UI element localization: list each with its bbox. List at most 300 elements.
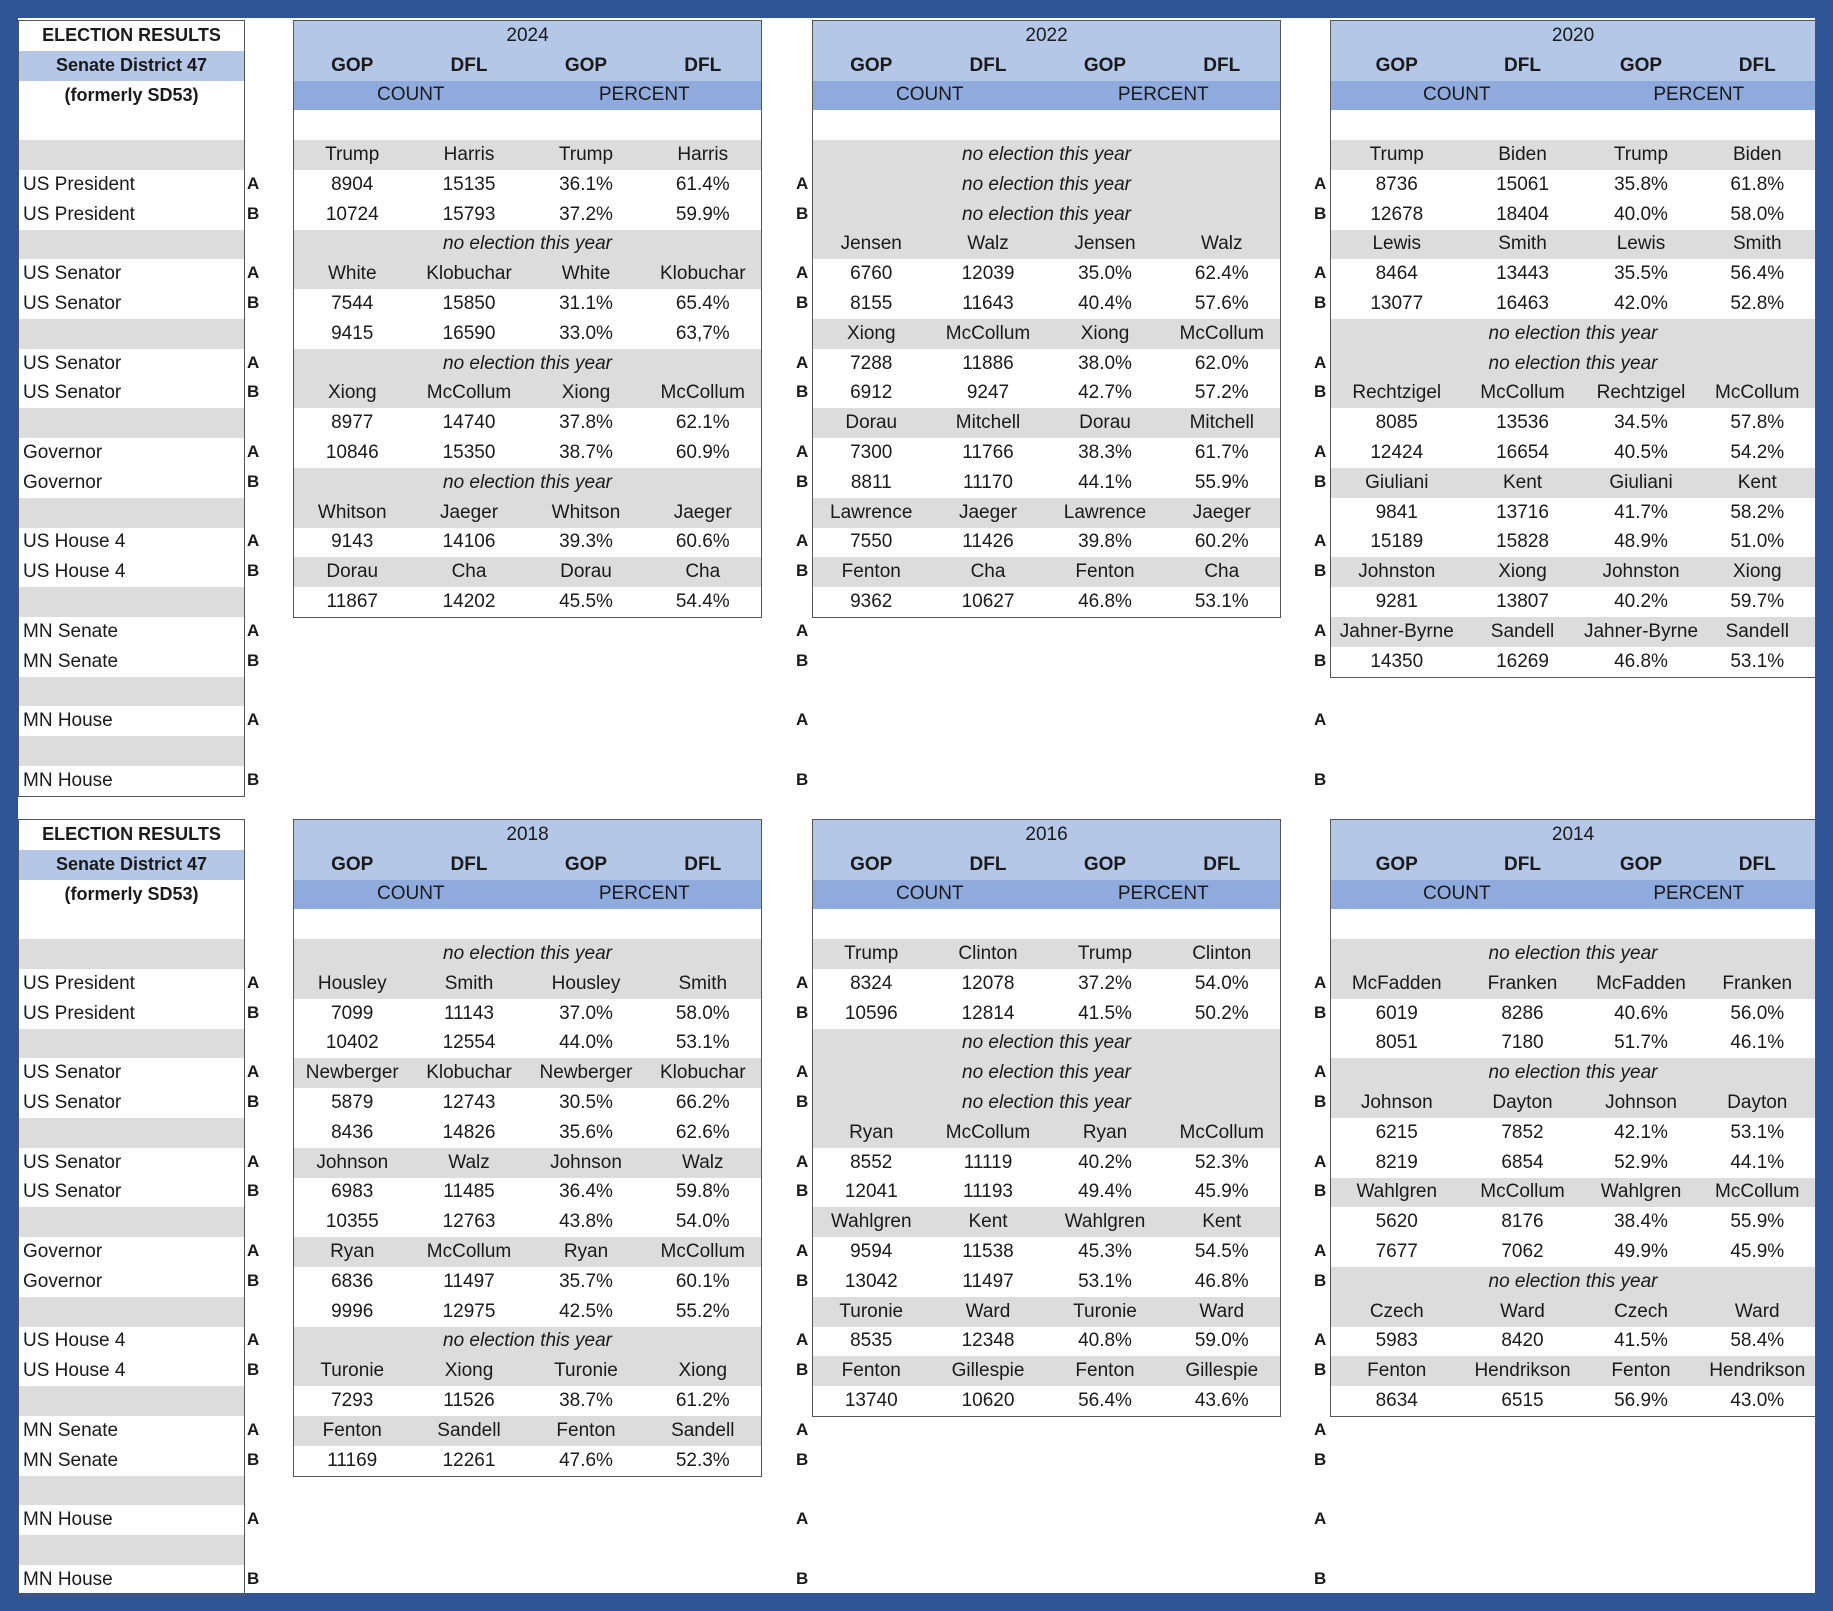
vote-count: 7288 — [850, 352, 893, 374]
race-label: Governor — [23, 1270, 103, 1292]
candidate-name: Mitchell — [1164, 408, 1281, 438]
precinct-side-b: B — [796, 1092, 809, 1112]
count-header: COUNT — [294, 880, 528, 910]
candidate-name: Whitson — [528, 498, 645, 528]
vote-percent: 54.0% — [675, 1211, 730, 1233]
vote-count: 11119 — [963, 1151, 1013, 1173]
vote-count: 10355 — [325, 1211, 379, 1233]
vote-count: 9247 — [966, 382, 1010, 404]
dfl-header: DFL — [645, 51, 762, 81]
candidate-name: McFadden — [1583, 969, 1700, 999]
vote-count: 10627 — [961, 591, 1015, 613]
vote-percent: 41.5% — [1614, 1330, 1668, 1352]
candidate-name: Cha — [930, 557, 1047, 587]
vote-count: 15793 — [442, 203, 496, 225]
candidate-name: Cha — [645, 557, 762, 587]
vote-percent: 62.6% — [675, 1121, 730, 1143]
candidate-name: Johnston — [1583, 557, 1700, 587]
precinct-side-b: B — [796, 650, 809, 670]
candidate-name: Sandell — [411, 1416, 528, 1446]
results-block-2022 — [812, 20, 1281, 618]
vote-count: 8552 — [850, 1151, 893, 1173]
race-label: Governor — [23, 1241, 103, 1263]
percent-header: PERCENT — [1583, 880, 1816, 910]
candidate-name: Xiong — [1463, 557, 1583, 587]
spacer — [813, 909, 1281, 939]
gop-header: GOP — [1583, 850, 1700, 880]
vote-percent: 43.0% — [1730, 1390, 1785, 1412]
vote-count: 12763 — [442, 1211, 496, 1233]
precinct-side-a: A — [796, 263, 809, 283]
vote-percent: 57.2% — [1194, 382, 1249, 404]
precinct-side-b: B — [796, 1568, 809, 1588]
precinct-side-b: B — [1314, 650, 1327, 670]
vote-count: 7544 — [331, 293, 374, 315]
race-label: US House 4 — [23, 561, 126, 583]
race-label: MN House — [23, 769, 113, 791]
no-election-note: no election this year — [1331, 349, 1816, 379]
vote-count: 11867 — [326, 591, 378, 613]
vote-count: 11426 — [962, 531, 1014, 553]
precinct-side-a: A — [796, 1509, 809, 1529]
candidate-name: Sandell — [1463, 617, 1583, 647]
gop-header: GOP — [1583, 51, 1700, 81]
vote-count: 12743 — [442, 1092, 496, 1114]
count-header: COUNT — [1331, 880, 1583, 910]
count-header: COUNT — [813, 81, 1047, 111]
vote-percent: 49.9% — [1614, 1241, 1668, 1263]
vote-count: 11497 — [443, 1270, 495, 1292]
candidate-name: Fenton — [528, 1416, 645, 1446]
vote-count: 7062 — [1501, 1241, 1544, 1263]
precinct-side-a: A — [1314, 1241, 1327, 1261]
vote-percent: 39.8% — [1078, 531, 1132, 553]
caption-spacer — [19, 1118, 245, 1148]
precinct-side-b: B — [247, 1360, 260, 1380]
no-election-note: no election this year — [294, 468, 762, 498]
spacer — [1331, 110, 1816, 140]
precinct-side-b: B — [1314, 471, 1327, 491]
vote-count: 12261 — [442, 1449, 496, 1471]
vote-percent: 35.7% — [559, 1270, 613, 1292]
candidate-name: Johnson — [1583, 1088, 1700, 1118]
race-label: US House 4 — [23, 531, 126, 553]
candidate-name: White — [528, 259, 645, 289]
results-block-2018 — [293, 819, 762, 1477]
spacer — [1311, 1296, 1330, 1326]
vote-count: 16654 — [1496, 442, 1549, 464]
vote-percent: 55.9% — [1194, 471, 1249, 493]
spacer — [1311, 109, 1330, 139]
candidate-name: Housley — [528, 969, 645, 999]
former-district: (formerly SD53) — [64, 84, 199, 105]
spacer — [793, 908, 812, 938]
vote-percent: 38.7% — [559, 1390, 613, 1412]
precinct-side-a: A — [1314, 1509, 1327, 1529]
race-label: MN House — [23, 1568, 113, 1590]
candidate-name: Lewis — [1583, 230, 1700, 260]
spacer — [793, 109, 812, 139]
vote-percent: 44.0% — [559, 1032, 613, 1054]
candidate-name: McFadden — [1331, 969, 1463, 999]
vote-count: 15850 — [442, 293, 496, 315]
no-election-note: no election this year — [813, 200, 1281, 230]
spacer — [1311, 586, 1330, 616]
candidate-name: Cha — [1164, 557, 1281, 587]
candidate-name: McCollum — [930, 1118, 1047, 1148]
spacer — [1311, 497, 1330, 527]
vote-count: 12975 — [442, 1300, 496, 1322]
spacer — [793, 849, 812, 879]
ab-column-0-0 — [244, 20, 263, 795]
race-label: MN Senate — [23, 1419, 119, 1441]
spacer — [1311, 407, 1330, 437]
race-label: US President — [23, 972, 135, 994]
race-label: US House 4 — [23, 1360, 126, 1382]
spacer — [793, 676, 812, 706]
vote-count: 6215 — [1375, 1121, 1418, 1143]
spacer — [244, 1534, 263, 1564]
spacer — [793, 819, 812, 849]
candidate-name: Gillespie — [1164, 1356, 1281, 1386]
vote-count: 16590 — [442, 322, 496, 344]
precinct-side-b: B — [796, 1181, 809, 1201]
precinct-side-b: B — [1314, 1270, 1327, 1290]
candidate-name: Kent — [1463, 468, 1583, 498]
vote-percent: 56.9% — [1614, 1390, 1668, 1412]
caption-spacer — [19, 498, 245, 528]
caption-spacer — [19, 408, 245, 438]
no-election-note: no election this year — [294, 939, 762, 969]
candidate-name: Wahlgren — [813, 1207, 930, 1237]
vote-percent: 61.2% — [675, 1390, 730, 1412]
spacer — [244, 879, 263, 909]
precinct-side-b: B — [247, 769, 260, 789]
spacer — [244, 1296, 263, 1326]
vote-percent: 45.9% — [1730, 1241, 1785, 1263]
caption-spacer — [19, 140, 245, 170]
race-label: MN House — [23, 1509, 113, 1531]
vote-percent: 60.9% — [675, 442, 730, 464]
no-election-note: no election this year — [294, 1327, 762, 1357]
vote-count: 12039 — [961, 263, 1015, 285]
vote-count: 8286 — [1501, 1002, 1544, 1024]
caption-spacer — [19, 1029, 245, 1059]
spacer — [793, 1385, 812, 1415]
precinct-side-a: A — [247, 1419, 260, 1439]
precinct-side-b: B — [247, 1181, 260, 1201]
year-header: 2018 — [294, 820, 762, 850]
precinct-side-b: B — [1314, 561, 1327, 581]
spacer — [244, 819, 263, 849]
candidate-name: Dorau — [294, 557, 411, 587]
candidate-name: Wahlgren — [1047, 1207, 1164, 1237]
vote-percent: 61.7% — [1194, 442, 1249, 464]
spacer — [1311, 879, 1330, 909]
vote-percent: 35.8% — [1614, 173, 1668, 195]
year-header: 2014 — [1331, 820, 1816, 850]
spacer — [793, 20, 812, 50]
vote-percent: 56.0% — [1730, 1002, 1785, 1024]
sheet-title: ELECTION RESULTS — [42, 824, 221, 845]
candidate-name: Kent — [1164, 1207, 1281, 1237]
candidate-name: McCollum — [1463, 379, 1583, 409]
spacer — [793, 1028, 812, 1058]
precinct-side-b: B — [796, 382, 809, 402]
vote-count: 7300 — [850, 442, 893, 464]
vote-count: 8324 — [850, 972, 893, 994]
vote-count: 13443 — [1496, 263, 1549, 285]
spacer — [244, 109, 263, 139]
dfl-header: DFL — [1700, 51, 1816, 81]
candidate-name: Jensen — [1047, 230, 1164, 260]
candidate-name: Lawrence — [1047, 498, 1164, 528]
candidate-name: Wahlgren — [1331, 1178, 1463, 1208]
candidate-name: Ryan — [528, 1237, 645, 1267]
vote-count: 15828 — [1496, 531, 1549, 553]
candidate-name: Franken — [1463, 969, 1583, 999]
precinct-side-a: A — [1314, 1151, 1327, 1171]
vote-percent: 37.2% — [1078, 972, 1132, 994]
candidate-name: Clinton — [930, 939, 1047, 969]
spacer — [1311, 908, 1330, 938]
race-label: US Senator — [23, 1181, 122, 1203]
vote-percent: 51.7% — [1614, 1032, 1668, 1054]
candidate-name: Ryan — [294, 1237, 411, 1267]
spacer — [244, 938, 263, 968]
vote-count: 11886 — [962, 352, 1014, 374]
spacer — [1311, 1385, 1330, 1415]
precinct-side-b: B — [247, 203, 260, 223]
vote-count: 8736 — [1375, 173, 1418, 195]
candidate-name: Jensen — [813, 230, 930, 260]
vote-count: 11143 — [443, 1002, 494, 1024]
district-name: Senate District 47 — [19, 850, 245, 880]
vote-percent: 37.2% — [559, 203, 613, 225]
candidate-name: Turonie — [1047, 1297, 1164, 1327]
percent-header: PERCENT — [528, 81, 762, 111]
vote-percent: 36.4% — [559, 1181, 613, 1203]
vote-percent: 58.0% — [675, 1002, 730, 1024]
dfl-header: DFL — [645, 850, 762, 880]
vote-count: 14106 — [442, 531, 496, 553]
vote-count: 9996 — [331, 1300, 374, 1322]
vote-count: 12348 — [961, 1330, 1015, 1352]
candidate-name: Sandell — [1700, 617, 1816, 647]
vote-percent: 56.4% — [1078, 1390, 1132, 1412]
vote-count: 15189 — [1370, 531, 1424, 553]
vote-count: 7677 — [1375, 1241, 1418, 1263]
candidate-name: Whitson — [294, 498, 411, 528]
spacer — [294, 110, 762, 140]
dfl-header: DFL — [930, 51, 1047, 81]
dfl-header: DFL — [1164, 850, 1281, 880]
vote-percent: 54.2% — [1730, 442, 1785, 464]
candidate-name: Ward — [1700, 1297, 1816, 1327]
precinct-side-a: A — [247, 620, 260, 640]
precinct-side-a: A — [796, 173, 809, 193]
race-label-column-1 — [18, 819, 245, 1596]
candidate-name: Turonie — [294, 1356, 411, 1386]
percent-header: PERCENT — [528, 880, 762, 910]
former-district: (formerly SD53) — [64, 883, 199, 904]
vote-count: 13716 — [1496, 501, 1549, 523]
precinct-side-a: A — [247, 352, 260, 372]
race-label: US Senator — [23, 263, 122, 285]
percent-header: PERCENT — [1047, 880, 1281, 910]
vote-percent: 44.1% — [1078, 471, 1132, 493]
candidate-name: Trump — [1047, 939, 1164, 969]
precinct-side-a: A — [796, 1330, 809, 1350]
precinct-side-a: A — [796, 1062, 809, 1082]
vote-percent: 54.0% — [1194, 972, 1249, 994]
precinct-side-b: B — [796, 471, 809, 491]
precinct-side-a: A — [247, 972, 260, 992]
vote-percent: 41.7% — [1614, 501, 1668, 523]
results-sheet — [18, 18, 1815, 1593]
spacer — [244, 1385, 263, 1415]
candidate-name: Newberger — [294, 1058, 411, 1088]
spacer — [793, 407, 812, 437]
vote-count: 7852 — [1501, 1121, 1544, 1143]
candidate-name: Smith — [411, 969, 528, 999]
no-election-note: no election this year — [1331, 319, 1816, 349]
candidate-name: Jahner-Byrne — [1583, 617, 1700, 647]
vote-count: 11526 — [443, 1390, 495, 1412]
vote-percent: 43.8% — [559, 1211, 613, 1233]
vote-percent: 60.2% — [1194, 531, 1249, 553]
precinct-side-b: B — [796, 1270, 809, 1290]
caption-spacer — [19, 1297, 245, 1327]
ab-column-1-2 — [1311, 819, 1330, 1594]
candidate-name: Hendrikson — [1463, 1356, 1583, 1386]
caption-spacer — [19, 1476, 245, 1506]
spacer — [1311, 20, 1330, 50]
vote-count: 14350 — [1370, 650, 1424, 672]
vote-percent: 57.8% — [1730, 412, 1785, 434]
vote-percent: 44.1% — [1730, 1151, 1785, 1173]
precinct-side-b: B — [1314, 1002, 1327, 1022]
vote-count: 15135 — [442, 173, 496, 195]
spacer — [1311, 938, 1330, 968]
candidate-name: McCollum — [411, 379, 528, 409]
count-header: COUNT — [1331, 81, 1583, 111]
vote-percent: 46.8% — [1194, 1270, 1249, 1292]
candidate-name: Klobuchar — [645, 259, 762, 289]
vote-count: 5983 — [1375, 1330, 1418, 1352]
dfl-header: DFL — [1164, 51, 1281, 81]
vote-percent: 58.2% — [1730, 501, 1785, 523]
vote-percent: 49.4% — [1078, 1181, 1132, 1203]
precinct-side-b: B — [247, 382, 260, 402]
vote-percent: 58.0% — [1730, 203, 1785, 225]
candidate-name: McCollum — [1700, 1178, 1816, 1208]
precinct-side-b: B — [1314, 1181, 1327, 1201]
candidate-name: McCollum — [1463, 1178, 1583, 1208]
vote-percent: 43.6% — [1194, 1390, 1249, 1412]
candidate-name: Fenton — [1583, 1356, 1700, 1386]
spacer — [294, 909, 762, 939]
dfl-header: DFL — [1463, 51, 1583, 81]
district-name: Senate District 47 — [19, 51, 245, 81]
vote-count: 5620 — [1375, 1211, 1418, 1233]
caption-spacer — [19, 1386, 245, 1416]
vote-count: 14740 — [442, 412, 496, 434]
caption-spacer — [19, 319, 245, 349]
vote-percent: 42.7% — [1078, 382, 1132, 404]
vote-count: 6983 — [331, 1181, 374, 1203]
candidate-name: Xiong — [294, 379, 411, 409]
vote-percent: 35.5% — [1614, 263, 1668, 285]
spacer — [793, 938, 812, 968]
vote-percent: 59.0% — [1194, 1330, 1249, 1352]
spacer — [244, 1475, 263, 1505]
candidate-name: Smith — [645, 969, 762, 999]
ab-column-0-1 — [793, 20, 812, 795]
vote-count: 8085 — [1375, 412, 1418, 434]
race-label: US President — [23, 1002, 135, 1024]
candidate-name: Dayton — [1700, 1088, 1816, 1118]
spacer — [244, 586, 263, 616]
dfl-header: DFL — [1700, 850, 1816, 880]
spacer — [1311, 676, 1330, 706]
gop-header: GOP — [1047, 850, 1164, 880]
candidate-name: Fenton — [1047, 1356, 1164, 1386]
candidate-name: Fenton — [1331, 1356, 1463, 1386]
vote-percent: 42.1% — [1614, 1121, 1668, 1143]
race-label: US House 4 — [23, 1330, 126, 1352]
vote-percent: 42.5% — [559, 1300, 613, 1322]
spacer — [244, 139, 263, 169]
precinct-side-b: B — [247, 1568, 260, 1588]
candidate-name: Mitchell — [930, 408, 1047, 438]
spacer — [244, 1206, 263, 1236]
precinct-side-a: A — [1314, 173, 1327, 193]
spacer — [1311, 318, 1330, 348]
no-election-note: no election this year — [813, 1058, 1281, 1088]
precinct-side-b: B — [1314, 1360, 1327, 1380]
vote-percent: 41.5% — [1078, 1002, 1132, 1024]
vote-count: 15350 — [442, 442, 496, 464]
vote-percent: 45.9% — [1194, 1181, 1249, 1203]
vote-percent: 34.5% — [1614, 412, 1668, 434]
vote-percent: 54.4% — [675, 591, 730, 613]
vote-percent: 42.0% — [1614, 293, 1668, 315]
spacer — [793, 497, 812, 527]
candidate-name: Trump — [294, 140, 411, 170]
gop-header: GOP — [813, 51, 930, 81]
results-block-2016 — [812, 819, 1281, 1417]
spacer — [19, 110, 245, 140]
precinct-side-a: A — [1314, 972, 1327, 992]
precinct-side-b: B — [247, 1002, 260, 1022]
candidate-name: McCollum — [411, 1237, 528, 1267]
vote-count: 14826 — [442, 1121, 496, 1143]
precinct-side-b: B — [796, 561, 809, 581]
vote-percent: 40.8% — [1078, 1330, 1132, 1352]
spacer — [793, 80, 812, 110]
vote-count: 7293 — [331, 1390, 374, 1412]
candidate-name: Fenton — [1047, 557, 1164, 587]
vote-count: 9362 — [850, 591, 893, 613]
candidate-name: Fenton — [813, 1356, 930, 1386]
caption-spacer — [19, 1535, 245, 1565]
candidate-name: Walz — [1164, 230, 1281, 260]
vote-count: 8904 — [331, 173, 374, 195]
gop-header: GOP — [1047, 51, 1164, 81]
vote-count: 8634 — [1375, 1390, 1418, 1412]
precinct-side-a: A — [1314, 1330, 1327, 1350]
